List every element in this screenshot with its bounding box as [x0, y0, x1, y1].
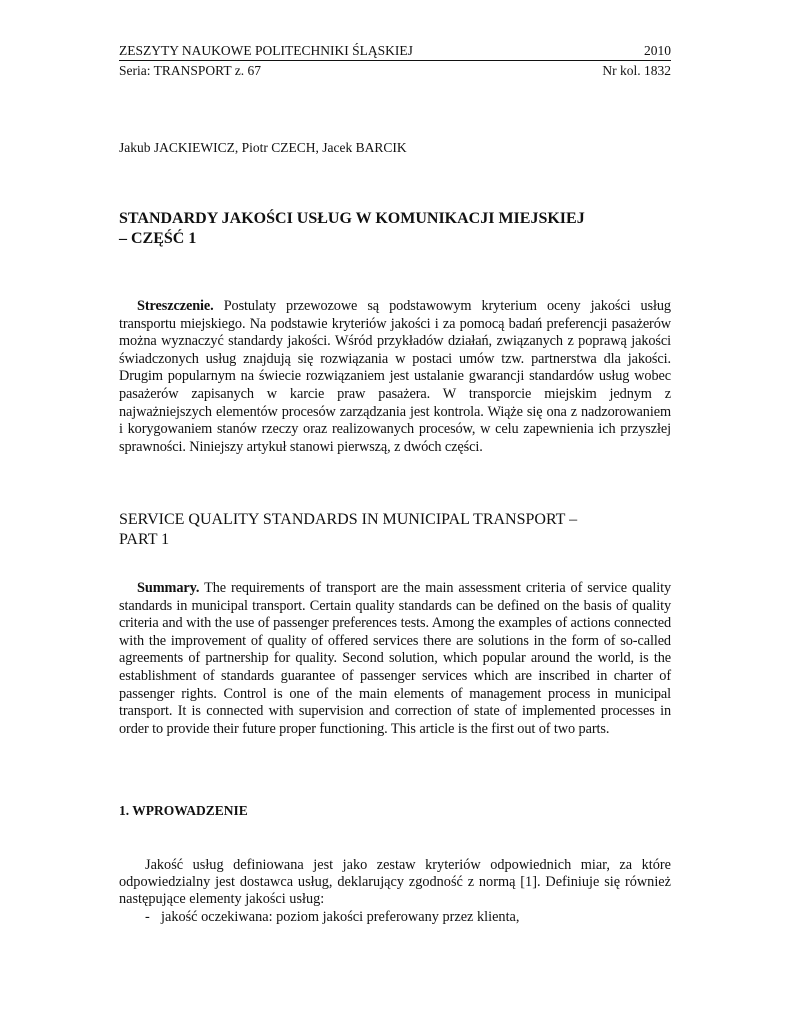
journal-name: ZESZYTY NAUKOWE POLITECHNIKI ŚLĄSKIEJ	[119, 43, 413, 58]
abstract-english-label: Summary.	[137, 580, 200, 596]
title-polish	[119, 209, 671, 248]
definition-list	[119, 909, 671, 926]
section-heading: 1. WPROWADZENIE	[119, 803, 248, 818]
title-english-line1: SERVICE QUALITY STANDARDS IN MUNICIPAL TRANSPORT –	[119, 511, 578, 528]
series-name: Seria: TRANSPORT z. 67	[119, 63, 261, 78]
running-header	[119, 43, 671, 59]
series-header	[119, 63, 671, 79]
abstract-polish	[119, 298, 671, 456]
abstract-english-text: The requirements of transport are the main assessment criteria of service quality standards in municipal transport. Certain quality standards can be defined on the basis of quality criteria and with the use of passenger preferences tests. Among the examples of actions connected with the improvement of quality of offered services there are solutions in the form of so-called agreements of partnership for quality. Second solution, which popular around the world, is the establishment of standards guarantee of passenger services which are inscribed in charter of passenger rights. Control is one of the main elements of management process in municipal transport. It is connected with supervision and correction of state of implemented processes in order to provide their future proper functioning. This article is the first out of two parts.	[119, 580, 671, 737]
title-english	[119, 510, 671, 549]
header-rule	[119, 60, 671, 61]
intro-paragraph: Jakość usług definiowana jest jako zestaw kryteriów odpowiednich miar, za które odpowiedzialny jest dostawca usług, deklarujący zgodność z normą [1]. Definiuje się również następujące elementy jakości usług:	[119, 857, 671, 907]
authors: Jakub JACKIEWICZ, Piotr CZECH, Jacek BARCIK	[119, 140, 407, 155]
abstract-polish-text: Postulaty przewozowe są podstawowym kryterium oceny jakości usług transportu miejskiego. Na podstawie kryteriów jakości i za pomocą badań preferencji pasażerów można wyznaczyć standardy jakości. Wśród przykładów działań, związanych z poprawą jakości świadczonych usług znajdują się rozwiązania w postaci umów tzw. partnerstwa dla jakości. Drugim popularnym na świecie rozwiązaniem jest ustalanie gwarancji standardów usług wobec pasażerów zapisanych w karcie praw pasażera. W transporcie miejskim jednym z najważniejszych elementów procesów zarządzania jest kontrola. Wiąże się ona z nadzorowaniem i korygowaniem stanów rzeczy oraz realizowanych procesów, w celu zapewnienia ich przyszłej sprawności. Niniejszy artykuł stanowi pierwszą, z dwóch części.	[119, 298, 671, 455]
journal-year: 2010	[644, 43, 671, 58]
list-item	[119, 909, 671, 926]
abstract-polish-label: Streszczenie.	[137, 298, 214, 314]
title-polish-line2: – CZĘŚĆ 1	[119, 229, 197, 247]
abstract-english	[119, 580, 671, 738]
title-polish-line1: STANDARDY JAKOŚCI USŁUG W KOMUNIKACJI MIEJSKIEJ	[119, 210, 585, 227]
list-item-text: jakość oczekiwana: poziom jakości preferowany przez klienta,	[161, 909, 520, 925]
series-number: Nr kol. 1832	[602, 63, 671, 78]
list-bullet: -	[145, 909, 150, 925]
title-english-line2: PART 1	[119, 530, 170, 548]
